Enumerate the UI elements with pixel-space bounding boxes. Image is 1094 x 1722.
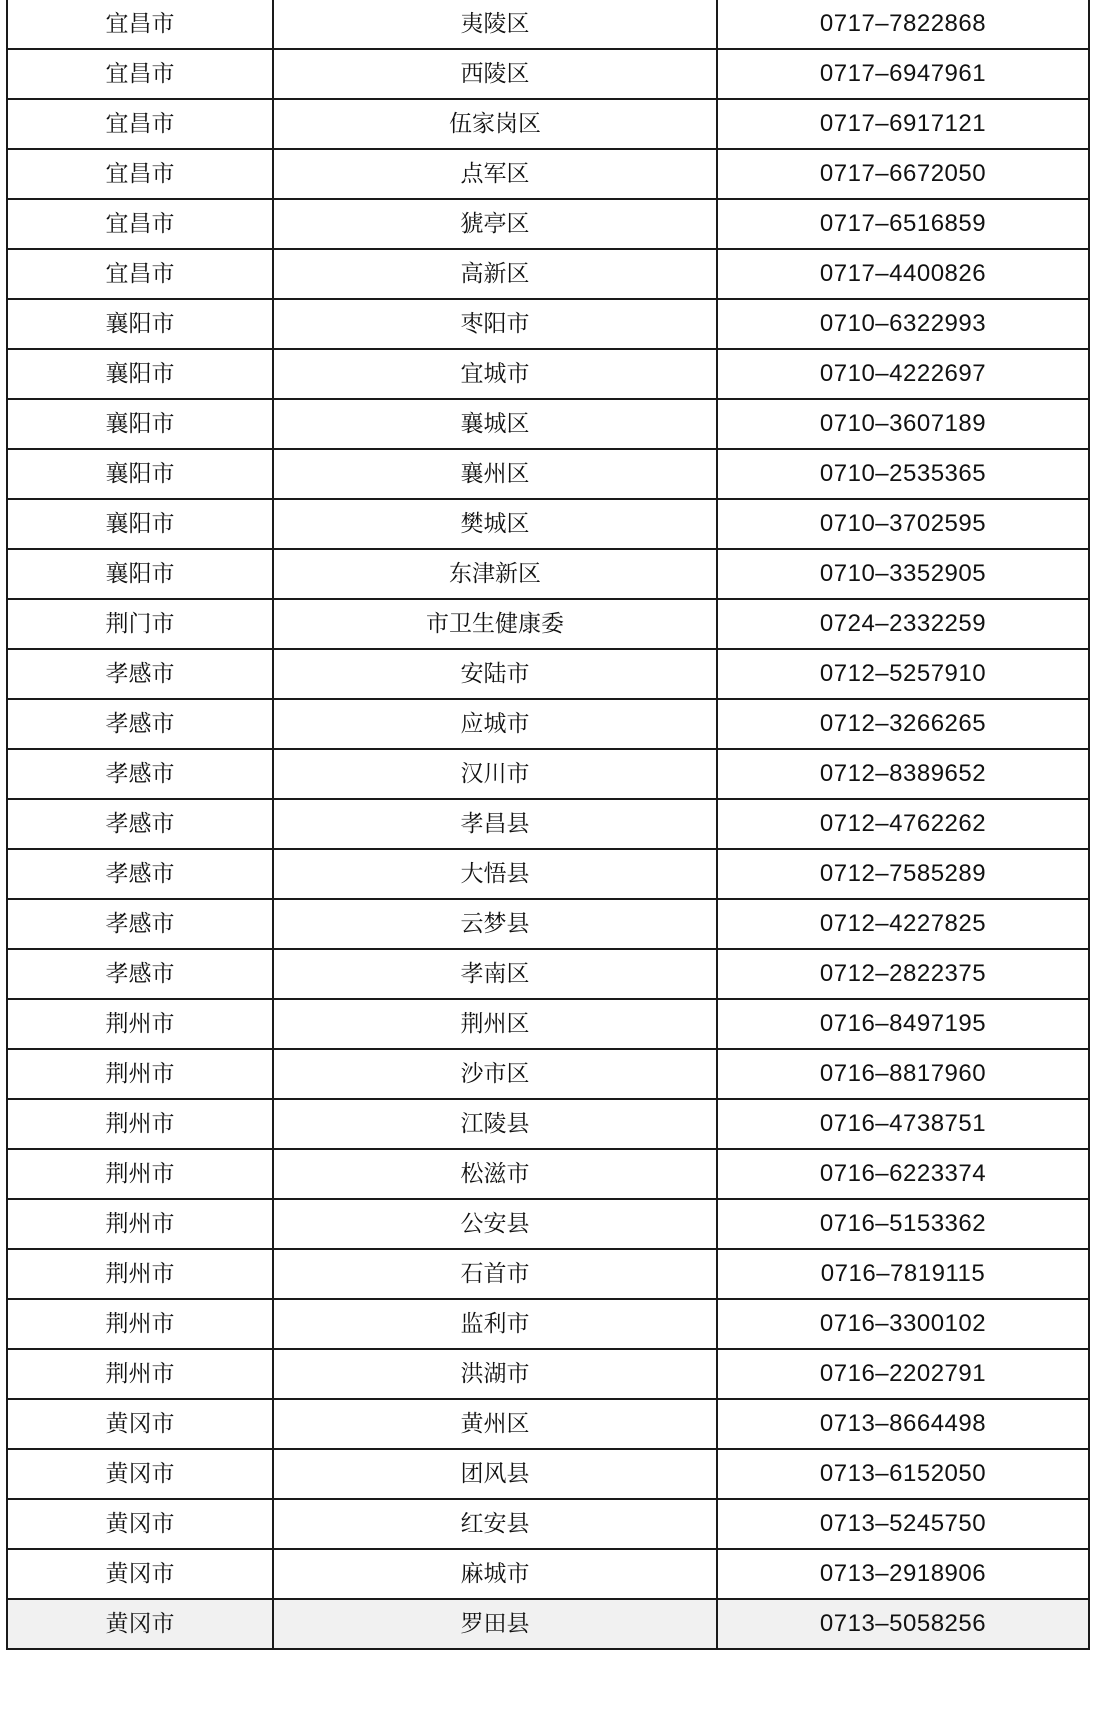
city-cell: 宜昌市 (7, 149, 273, 199)
city-cell: 黄冈市 (7, 1499, 273, 1549)
city-cell: 黄冈市 (7, 1399, 273, 1449)
city-cell: 黄冈市 (7, 1549, 273, 1599)
phone-cell: 0710–4222697 (717, 349, 1089, 399)
phone-cell: 0710–3702595 (717, 499, 1089, 549)
contact-table (6, 0, 1090, 1650)
city-cell: 孝感市 (7, 649, 273, 699)
district-cell: 罗田县 (273, 1599, 717, 1649)
phone-cell: 0717–6917121 (717, 99, 1089, 149)
district-cell: 孝南区 (273, 949, 717, 999)
district-cell: 枣阳市 (273, 299, 717, 349)
city-cell: 襄阳市 (7, 549, 273, 599)
phone-cell: 0712–5257910 (717, 649, 1089, 699)
phone-cell: 0712–7585289 (717, 849, 1089, 899)
phone-cell: 0716–4738751 (717, 1099, 1089, 1149)
city-cell: 荆州市 (7, 999, 273, 1049)
district-cell: 红安县 (273, 1499, 717, 1549)
table-row (7, 599, 1089, 649)
district-cell: 点军区 (273, 149, 717, 199)
table-row (7, 349, 1089, 399)
table-row (7, 1049, 1089, 1099)
city-cell: 荆州市 (7, 1199, 273, 1249)
table-row (7, 1149, 1089, 1199)
district-cell: 西陵区 (273, 49, 717, 99)
city-cell: 孝感市 (7, 899, 273, 949)
table-row (7, 249, 1089, 299)
phone-cell: 0713–8664498 (717, 1399, 1089, 1449)
phone-cell: 0710–6322993 (717, 299, 1089, 349)
contact-table-container (6, 0, 1088, 1650)
district-cell: 应城市 (273, 699, 717, 749)
city-cell: 荆州市 (7, 1099, 273, 1149)
city-cell: 荆门市 (7, 599, 273, 649)
city-cell: 黄冈市 (7, 1449, 273, 1499)
table-row (7, 1199, 1089, 1249)
city-cell: 襄阳市 (7, 449, 273, 499)
table-row (7, 1549, 1089, 1599)
phone-cell: 0712–4227825 (717, 899, 1089, 949)
district-cell: 襄州区 (273, 449, 717, 499)
table-row (7, 1299, 1089, 1349)
phone-cell: 0712–8389652 (717, 749, 1089, 799)
district-cell: 猇亭区 (273, 199, 717, 249)
table-row (7, 399, 1089, 449)
district-cell: 襄城区 (273, 399, 717, 449)
phone-cell: 0717–6516859 (717, 199, 1089, 249)
district-cell: 伍家岗区 (273, 99, 717, 149)
district-cell: 洪湖市 (273, 1349, 717, 1399)
phone-cell: 0713–2918906 (717, 1549, 1089, 1599)
district-cell: 石首市 (273, 1249, 717, 1299)
district-cell: 沙市区 (273, 1049, 717, 1099)
phone-cell: 0712–4762262 (717, 799, 1089, 849)
city-cell: 荆州市 (7, 1049, 273, 1099)
district-cell: 监利市 (273, 1299, 717, 1349)
district-cell: 大悟县 (273, 849, 717, 899)
table-body (7, 0, 1089, 1649)
district-cell: 孝昌县 (273, 799, 717, 849)
city-cell: 宜昌市 (7, 199, 273, 249)
table-row (7, 49, 1089, 99)
phone-cell: 0716–2202791 (717, 1349, 1089, 1399)
city-cell: 孝感市 (7, 799, 273, 849)
city-cell: 宜昌市 (7, 99, 273, 149)
city-cell: 襄阳市 (7, 499, 273, 549)
table-row (7, 1099, 1089, 1149)
phone-cell: 0716–3300102 (717, 1299, 1089, 1349)
district-cell: 夷陵区 (273, 0, 717, 49)
city-cell: 孝感市 (7, 849, 273, 899)
phone-cell: 0713–6152050 (717, 1449, 1089, 1499)
district-cell: 团风县 (273, 1449, 717, 1499)
city-cell: 黄冈市 (7, 1599, 273, 1649)
phone-cell: 0724–2332259 (717, 599, 1089, 649)
district-cell: 云梦县 (273, 899, 717, 949)
city-cell: 襄阳市 (7, 349, 273, 399)
table-row (7, 899, 1089, 949)
phone-cell: 0717–6947961 (717, 49, 1089, 99)
table-row (7, 1449, 1089, 1499)
phone-cell: 0716–5153362 (717, 1199, 1089, 1249)
phone-cell: 0713–5245750 (717, 1499, 1089, 1549)
city-cell: 孝感市 (7, 749, 273, 799)
city-cell: 襄阳市 (7, 399, 273, 449)
table-row (7, 99, 1089, 149)
table-row (7, 149, 1089, 199)
table-row (7, 749, 1089, 799)
phone-cell: 0710–3352905 (717, 549, 1089, 599)
table-row (7, 299, 1089, 349)
phone-cell: 0717–7822868 (717, 0, 1089, 49)
district-cell: 江陵县 (273, 1099, 717, 1149)
phone-cell: 0716–6223374 (717, 1149, 1089, 1199)
table-row (7, 199, 1089, 249)
table-row (7, 649, 1089, 699)
table-row (7, 449, 1089, 499)
city-cell: 襄阳市 (7, 299, 273, 349)
phone-cell: 0712–3266265 (717, 699, 1089, 749)
table-row (7, 1599, 1089, 1649)
city-cell: 荆州市 (7, 1349, 273, 1399)
table-row (7, 799, 1089, 849)
table-row (7, 1499, 1089, 1549)
city-cell: 宜昌市 (7, 249, 273, 299)
city-cell: 荆州市 (7, 1149, 273, 1199)
district-cell: 市卫生健康委 (273, 599, 717, 649)
phone-cell: 0712–2822375 (717, 949, 1089, 999)
district-cell: 公安县 (273, 1199, 717, 1249)
table-row (7, 849, 1089, 899)
city-cell: 荆州市 (7, 1299, 273, 1349)
table-row (7, 1349, 1089, 1399)
phone-cell: 0716–8497195 (717, 999, 1089, 1049)
city-cell: 孝感市 (7, 949, 273, 999)
table-row (7, 949, 1089, 999)
city-cell: 荆州市 (7, 1249, 273, 1299)
table-row (7, 1249, 1089, 1299)
city-cell: 宜昌市 (7, 0, 273, 49)
district-cell: 宜城市 (273, 349, 717, 399)
table-row (7, 499, 1089, 549)
district-cell: 安陆市 (273, 649, 717, 699)
district-cell: 汉川市 (273, 749, 717, 799)
phone-cell: 0716–8817960 (717, 1049, 1089, 1099)
district-cell: 松滋市 (273, 1149, 717, 1199)
phone-cell: 0717–6672050 (717, 149, 1089, 199)
district-cell: 荆州区 (273, 999, 717, 1049)
table-row (7, 699, 1089, 749)
city-cell: 孝感市 (7, 699, 273, 749)
phone-cell: 0710–2535365 (717, 449, 1089, 499)
city-cell: 宜昌市 (7, 49, 273, 99)
table-row (7, 549, 1089, 599)
district-cell: 东津新区 (273, 549, 717, 599)
phone-cell: 0713–5058256 (717, 1599, 1089, 1649)
phone-cell: 0716–7819115 (717, 1249, 1089, 1299)
district-cell: 麻城市 (273, 1549, 717, 1599)
district-cell: 樊城区 (273, 499, 717, 549)
table-row (7, 999, 1089, 1049)
table-row (7, 1399, 1089, 1449)
district-cell: 高新区 (273, 249, 717, 299)
phone-cell: 0717–4400826 (717, 249, 1089, 299)
district-cell: 黄州区 (273, 1399, 717, 1449)
table-row (7, 0, 1089, 49)
phone-cell: 0710–3607189 (717, 399, 1089, 449)
